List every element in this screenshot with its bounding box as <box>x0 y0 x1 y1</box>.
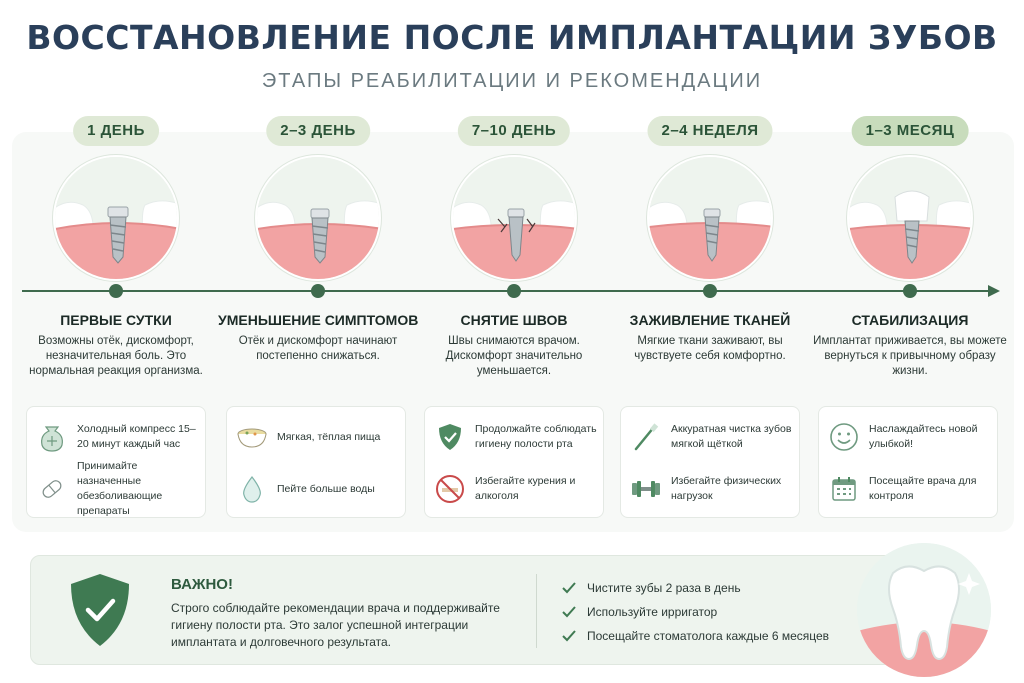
stage-title: УМЕНЬШЕНИЕ СИМПТОМОВ <box>218 312 419 328</box>
timeline-dot-3 <box>507 284 521 298</box>
tip-item <box>629 415 795 459</box>
stage-title: ПЕРВЫЕ СУТКИ <box>60 312 172 328</box>
timeline-dot-5 <box>903 284 917 298</box>
checkmark-icon <box>561 604 577 620</box>
ice-pack-icon <box>35 420 69 454</box>
timeline-dot-1 <box>109 284 123 298</box>
important-text: Строго соблюдайте рекомендации врача и поддерживайте гигиену полости рта. Это залог успешной интеграции имплантата и долговечного результата. <box>171 601 500 649</box>
checklist-item <box>561 580 741 596</box>
checklist-item <box>561 604 717 620</box>
important-panel <box>30 555 910 665</box>
tip-text: Принимайте назначенные обезболивающие препараты <box>77 460 163 517</box>
stage-period-badge: 7–10 ДЕНЬ <box>458 116 570 146</box>
soup-bowl-icon <box>235 420 269 454</box>
tip-item <box>433 467 599 511</box>
tips-card-3 <box>424 406 604 518</box>
tip-text: Мягкая, тёплая пища <box>277 430 381 443</box>
stage-description: Возможны отёк, дискомфорт, незначительная боль. Это нормальная реакция организма. <box>29 335 203 377</box>
implant-stage-5-illustration <box>847 155 973 281</box>
tip-text: Избегайте физических нагрузок <box>671 475 782 502</box>
implant-stage-1-illustration <box>53 155 179 281</box>
checklist-item <box>561 628 829 644</box>
stage-description: Отёк и дискомфорт начинают постепенно снижаться. <box>238 335 398 362</box>
tips-card-5 <box>818 406 998 518</box>
checklist-text: Посещайте стоматолога каждые 6 месяцев <box>587 629 830 643</box>
smile-icon <box>827 420 861 454</box>
toothbrush-icon <box>629 420 663 454</box>
checklist-text: Чистите зубы 2 раза в день <box>587 581 741 595</box>
timeline-dot-2 <box>311 284 325 298</box>
water-drop-icon <box>235 472 269 506</box>
healthy-tooth-illustration <box>857 543 991 677</box>
timeline-arrow-icon <box>988 285 1000 297</box>
page-subtitle: ЭТАПЫ РЕАБИЛИТАЦИИ И РЕКОМЕНДАЦИИ <box>261 70 763 92</box>
tip-text: Холодный компресс 15–20 минут каждый час <box>77 423 196 450</box>
dumbbell-icon <box>629 472 663 506</box>
tips-card-2 <box>226 406 406 518</box>
tips-card-4 <box>620 406 800 518</box>
checkmark-icon <box>561 580 577 596</box>
page-title: ВОССТАНОВЛЕНИЕ ПОСЛЕ ИМПЛАНТАЦИИ ЗУБОВ <box>26 18 998 57</box>
tip-text: Наслаждайтесь новой улыбкой! <box>869 423 978 450</box>
tip-text: Аккуратная чистка зубов мягкой щёткой <box>671 423 792 450</box>
tip-item <box>35 460 201 517</box>
tip-text: Пейте больше воды <box>277 482 375 495</box>
implant-stage-3-illustration <box>451 155 577 281</box>
shield-check-icon <box>69 572 131 653</box>
tip-item <box>629 467 795 511</box>
stage-description: Швы снимаются врачом. Дискомфорт значительно уменьшается. <box>445 335 583 377</box>
pill-icon <box>35 472 69 506</box>
stage-title: СНЯТИЕ ШВОВ <box>460 312 568 328</box>
implant-stage-2-illustration <box>255 155 381 281</box>
stage-description: Имплантат приживается, вы можете вернуться к привычному образу жизни. <box>813 335 1007 377</box>
stage-title: ЗАЖИВЛЕНИЕ ТКАНЕЙ <box>629 312 791 328</box>
calendar-icon <box>827 472 861 506</box>
stage-period-badge: 2–3 ДЕНЬ <box>266 116 370 146</box>
stage-period-badge: 1 ДЕНЬ <box>73 116 159 146</box>
tips-card-1 <box>26 406 206 518</box>
stage-description: Мягкие ткани заживают, вы чувствуете себя комфортно. <box>634 335 786 362</box>
tip-item <box>35 415 201 459</box>
no-smoking-icon <box>433 472 467 506</box>
stage-period-badge: 2–4 НЕДЕЛЯ <box>647 116 772 146</box>
important-title: ВАЖНО! <box>171 576 233 593</box>
checkmark-icon <box>561 628 577 644</box>
timeline-dot-4 <box>703 284 717 298</box>
tip-item <box>827 415 993 459</box>
stage-period-badge: 1–3 МЕСЯЦ <box>852 116 969 146</box>
stage-title: СТАБИЛИЗАЦИЯ <box>851 312 969 328</box>
tip-item <box>235 415 401 459</box>
tip-item <box>235 467 401 511</box>
tip-text: Продолжайте соблюдать гигиену полости рта <box>475 423 597 450</box>
tip-item <box>827 467 993 511</box>
divider <box>536 574 537 648</box>
implant-stage-4-illustration <box>647 155 773 281</box>
tip-text: Избегайте курения и алкоголя <box>475 475 576 502</box>
shield-check-icon <box>433 420 467 454</box>
tip-text: Посещайте врача для контроля <box>869 475 977 502</box>
checklist-text: Используйте ирригатор <box>587 605 718 619</box>
tip-item <box>433 415 599 459</box>
